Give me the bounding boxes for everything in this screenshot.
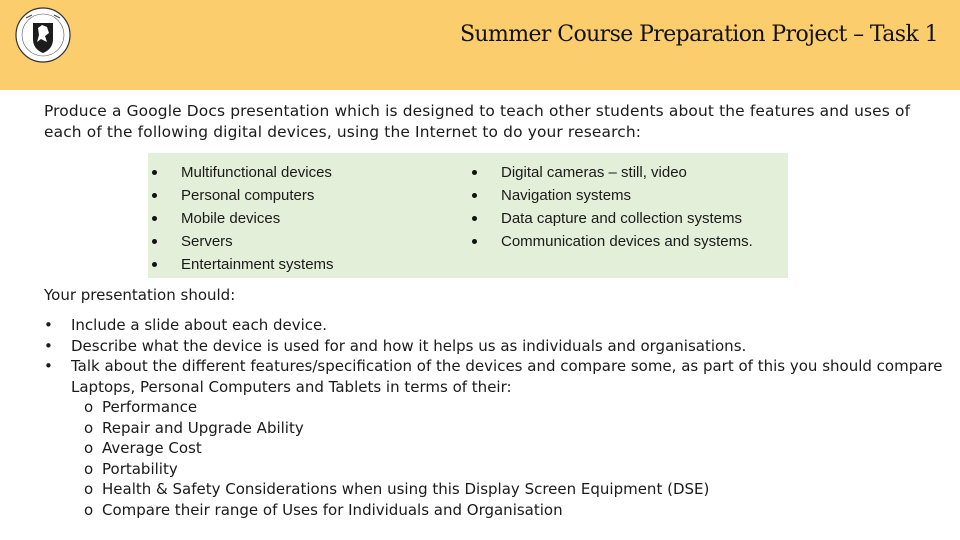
- list-item: o Portability: [84, 459, 178, 478]
- list-item: o Repair and Upgrade Ability: [84, 418, 304, 437]
- header-bar: [0, 0, 960, 90]
- circle-bullet-icon: o: [84, 459, 94, 478]
- list-item: o Performance: [84, 398, 198, 416]
- list-item: • Include a slide about each device.: [44, 316, 328, 334]
- list-item: Personal computers: [148, 184, 334, 207]
- bullet-icon: [472, 193, 477, 198]
- bullet-icon: •: [44, 316, 53, 334]
- list-item: o Average Cost: [84, 439, 202, 457]
- list-item: Navigation systems: [468, 184, 753, 207]
- presentation-heading: Your presentation should:: [44, 286, 236, 304]
- page-title: Summer Course Preparation Project – Task 1: [459, 22, 938, 47]
- list-item: o Compare their range of Uses for Individuals and Organisation: [84, 500, 563, 519]
- list-item: • Talk about the different features/specification of the devices and compare some, as part of this you should compare Laptops, Personal Computers and Tablets in terms of their: o Performance o Repair and Upgrade Ability o Average Cost o Portability o Health & Safety Considerations when using this Display Screen Equipment (DSE) o Compare their range of Uses for Individuals and Organisation: [44, 357, 943, 519]
- list-item: • Describe what the device is used for and how it helps us as individuals and organisations.: [44, 336, 747, 355]
- list-item: Communication devices and systems.: [468, 230, 753, 253]
- bullet-icon: [472, 216, 477, 221]
- list-item: Digital cameras – still, video: [468, 161, 753, 184]
- devices-list-left: [148, 161, 334, 276]
- list-item: Data capture and collection systems: [468, 207, 753, 230]
- list-item: Multifunctional devices: [148, 161, 334, 184]
- circle-bullet-icon: o: [84, 398, 94, 416]
- bullet-icon: [472, 239, 477, 244]
- circle-bullet-icon: o: [84, 439, 94, 457]
- bullet-icon: [152, 193, 157, 198]
- bullet-icon: [152, 239, 157, 244]
- bullet-icon: [152, 216, 157, 221]
- school-crest-icon: [14, 6, 72, 64]
- list-item: Mobile devices: [148, 207, 334, 230]
- list-item: Entertainment systems: [148, 253, 334, 276]
- bullet-icon: •: [44, 336, 53, 355]
- devices-box: [148, 153, 788, 278]
- circle-bullet-icon: o: [84, 500, 94, 519]
- bullet-icon: •: [44, 357, 53, 375]
- list-item: Servers: [148, 230, 334, 253]
- bullet-icon: [152, 262, 157, 267]
- intro-text: Produce a Google Docs presentation which is designed to teach other students about the features and uses of each of the following digital devices, using the Internet to do your research:: [44, 102, 911, 141]
- requirements-list: [44, 315, 944, 520]
- circle-bullet-icon: o: [84, 418, 94, 437]
- bullet-icon: [472, 170, 477, 175]
- devices-list-right: [468, 161, 753, 253]
- comparison-sublist: [71, 397, 944, 520]
- list-item: o Health & Safety Considerations when using this Display Screen Equipment (DSE): [84, 480, 710, 498]
- bullet-icon: [152, 170, 157, 175]
- circle-bullet-icon: o: [84, 480, 94, 498]
